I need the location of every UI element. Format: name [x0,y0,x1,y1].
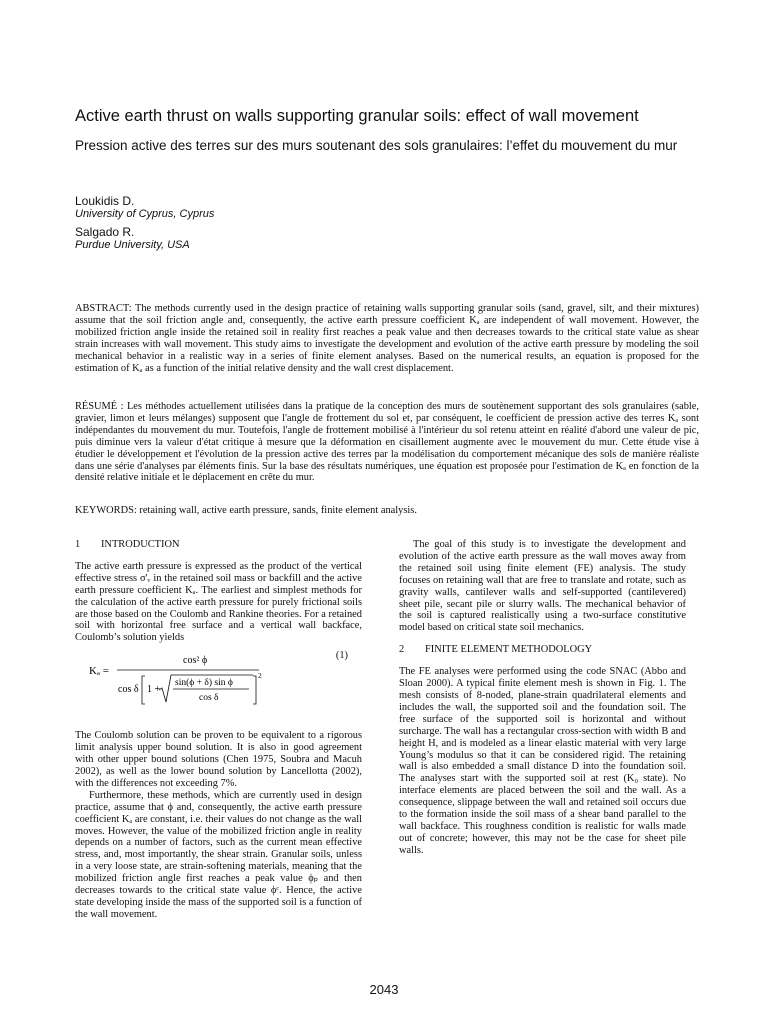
equation-exponent: 2 [258,671,262,681]
left-bracket [142,676,145,704]
paper-title: Active earth thrust on walls supporting granular soils: effect of wall movement [75,107,639,125]
right-bracket [253,676,256,704]
author-name: Salgado R. [75,225,135,239]
equation-den-prefix: cos δ [118,684,139,696]
intro-paragraph: The active earth pressure is expressed as the product of the vertical effective stress σ'ᵥ in the retained soil mass or backfill and the active earth pressure coefficient Kₐ. The earliest and simplest methods for the calculation of the active earth pressure for purely frictional soils are those based on the Coulomb and Rankine theories. For a retained soil with horizontal free surface and a vertical wall backface, Coulomb’s solution yields [75,560,362,644]
keywords: KEYWORDS: retaining wall, active earth pressure, sands, finite element analysis. [75,505,417,516]
intro-paragraph: The Coulomb solution can be proven to be equivalent to a rigorous limit analysis upper bound solution. It is also in good agreement with other upper bound solutions (Chen 1975, Soubra and Macuh 2002), as well as the lower bound solution by Lancellotta (2002), with the differences not exceeding 7%. [75,730,362,789]
goal-paragraph: The goal of this study is to investigate the development and evolution of the active earth pressure as the wall moves away from the retained soil using finite element (FE) analysis. The study focuses on retaining wall that are free to translate and rotate, such as gravity walls, cantilever walls and self-supported (cantilevered) sheet pile, secant pile or slurry walls. The mechanical behavior of the soil is captured realistically using a two-surface constitutive model based on critical state soil mechanics. [399,539,686,634]
right-column [399,539,686,857]
author-name: Loukidis D. [75,194,135,208]
coulomb-equation [75,650,362,720]
equation-graphic [87,654,287,722]
resume: RÉSUMÉ : Les méthodes actuellement utilisées dans la pratique de la conception des murs de soutènement supportant des sols granulaires (sable, gravier, limon et leurs mélanges) supposent que l'angle de frottement du sol et, par conséquent, le coefficient de pression active des terres Kₐ sont indépendantes du mouvement du mur. Toutefois, l'angle de frottement mobilisé à l'intérieur du sol retenu atteint en réalité d'abord une valeur de pic, puis diminue vers la valeur d'état critique à mesure que la déformation en cisaillement augmente avec le mouvement du mur. Cette étude vise à étudier le développement et l'évolution de la pression active des terres par la modélisation du comportement mécanique des sols de manière réaliste dans une série d'analyses par éléments finis. Sur la base des résultats numériques, une équation est proposée pour l'estimation de Kₐ en fonction de la densité relative initiale et le déplacement en crête du mur. [75,401,699,484]
equation-numerator: cos² ϕ [183,655,208,667]
left-column [75,539,362,921]
equation-lhs: Kₐ = [89,665,109,678]
author-affiliation: University of Cyprus, Cyprus [75,208,215,220]
section-heading-fe-methodology: 2 FINITE ELEMENT METHODOLOGY [399,644,593,656]
intro-paragraph: Furthermore, these methods, which are currently used in design practice, assume that ϕ and, consequently, the active earth pressure coefficient Kₐ are constant, i.e. their values do not change as the wall moves. However, the value of the mobilized friction angle in reality depends on a number of factors, such as the current mean effective stress, and, most importantly, the shear strain. Granular soils, unless in a very loose state, are strain-softening materials, meaning that the mobilized friction angle first reaches a peak value ϕₚ and then decreases towards to the critical state value ϕᶜ. Hence, the active state developing inside the mass of the supported soil is a function of the wall movement. [75,789,362,920]
author-affiliation: Purdue University, USA [75,239,190,251]
equation-number: (1) [335,650,348,662]
sqrt-denominator: cos δ [199,693,219,704]
page-number: 2043 [369,982,399,997]
sqrt-numerator: sin(ϕ + δ) sin ϕ [175,678,233,689]
paper-subtitle: Pression active des terres sur des murs soutenant des sols granulaires: l’effet du mouvement du mur [75,138,678,153]
equation-one: 1 + [147,684,161,696]
fe-paragraph: The FE analyses were performed using the code SNAC (Abbo and Sloan 2000). A typical finite element mesh is shown in Fig. 1. The mesh consists of 8-noded, plane-strain quadrilateral elements and includes the wall, the supported soil and the foundation soil. The free surface of the supported soil is horizontal and without surcharge. The wall has a rectangular cross-section with width B and height H, and is modeled as a linear elastic material with very large Young’s modulus so that it can be considered rigid. The retaining wall is also embedded a small distance D into the foundation soil. The analyses start with the supported soil at rest (K₀ state). No interface elements are placed between the soil and the wall. As a consequence, slippage between the wall and retained soil occurs due to the formation inside the soil mass of a shear band parallel to the wall backface. This roughness condition is realistic for walls made out of concrete; however, this may not be the case for sheet pile walls. [399,666,686,856]
abstract: ABSTRACT: The methods currently used in the design practice of retaining walls supporting granular soils (sand, gravel, silt, and their mixtures) assume that the soil friction angle and, consequently, the active earth pressure coefficient Kₐ are independent of wall movement. However, the mobilized friction angle inside the retained soil in reality first reaches a peak value and then decreases towards to the critical state value as shear strain increases with wall movement. This study aims to investigate the development and evolution of the active earth pressure by modeling the soil mechanical behavior in a realistic way in a series of finite element analyses. Based on the numerical results, an equation is proposed for the estimation of Kₐ as a function of the initial relative density and the wall crest displacement. [75,303,699,374]
section-heading-introduction: 1 INTRODUCTION [75,539,180,550]
